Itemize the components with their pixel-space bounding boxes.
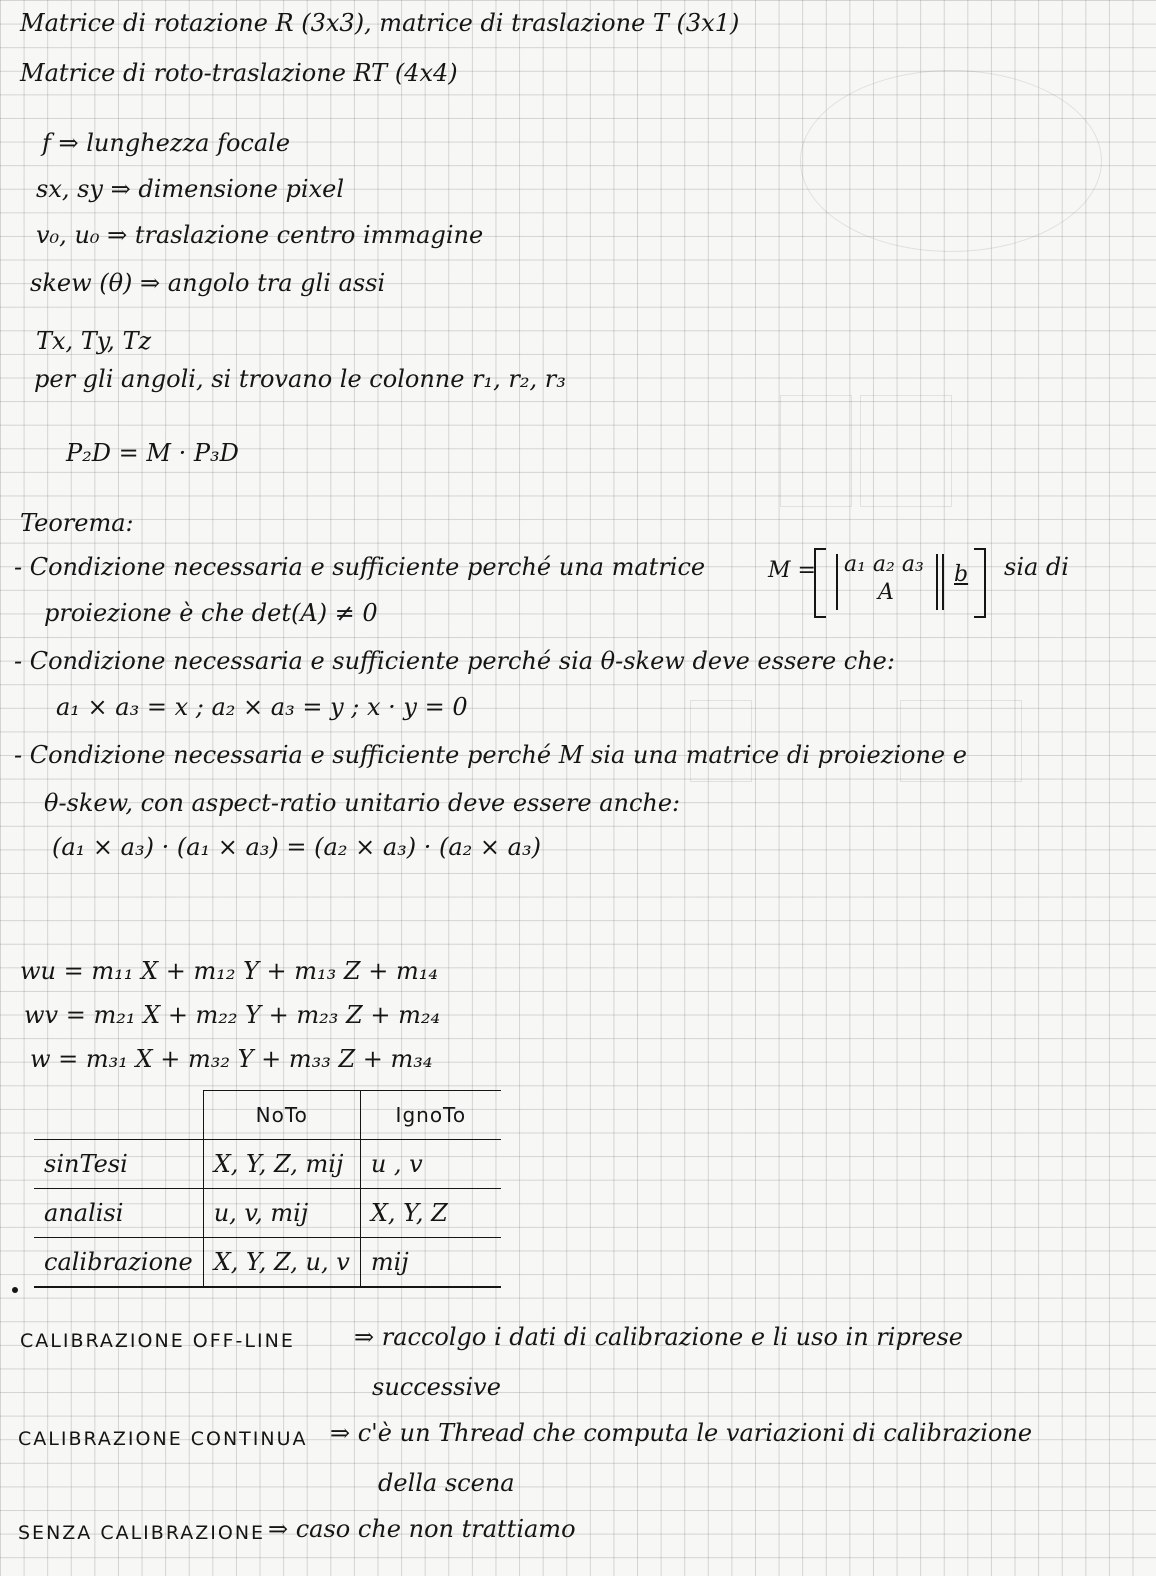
matrix-row-2: A [878,580,894,605]
line-focal-length: f ⇒ lunghezza focale [42,129,291,157]
matrix-right-bracket [974,548,986,618]
table-row [34,1140,501,1189]
equation-w: w = m₃₁ X + m₃₂ Y + m₃₃ Z + m₃₄ [30,1045,433,1073]
table-row [34,1238,501,1288]
theorem-condition-1-tail: sia di [1004,553,1069,581]
table-header-row [34,1091,501,1140]
table-cell: mij [360,1238,501,1288]
ghost-box-2 [860,395,952,507]
calibration-offline-text-2: successive [372,1373,501,1401]
calibration-continua-text: ⇒ c'è un Thread che computa le variazioni di calibrazione [330,1419,1033,1447]
theorem-condition-2: - Condizione necessaria e sufficiente perché sia θ-skew deve essere che: [14,647,895,675]
theorem-condition-2-formula: a₁ × a₃ = x ; a₂ × a₃ = y ; x · y = 0 [56,693,468,721]
line-columns: per gli angoli, si trovano le colonne r₁, r₂, r₃ [34,365,566,393]
line-roto-translation-matrix: Matrice di roto-traslazione RT (4x4) [20,59,458,87]
line-projection-equation: P₂D = M · P₃D [66,439,239,467]
line-rotation-translation-matrix: Matrice di rotazione R (3x3), matrice di traslazione T (3x1) [20,9,740,37]
line-image-center: v₀, u₀ ⇒ traslazione centro immagine [36,221,484,249]
table-cell: u , v [360,1140,501,1189]
matrix-left-bracket [814,548,826,618]
table-row [34,1189,501,1238]
calibration-continua-text-2: della scena [378,1469,515,1497]
table-header-known: NoTo [203,1091,360,1140]
theorem-condition-3-formula: (a₁ × a₃) · (a₁ × a₃) = (a₂ × a₃) · (a₂ × a₃) [52,833,541,861]
table-cell: X, Y, Z, u, v [203,1238,360,1288]
equation-wu: wu = m₁₁ X + m₁₂ Y + m₁₃ Z + m₁₄ [20,957,438,985]
calibration-offline-text: ⇒ raccolgo i dati di calibrazione e li uso in riprese [354,1323,963,1351]
ghost-circle [800,70,1102,252]
calibration-senza-text: ⇒ caso che non trattiamo [268,1515,576,1543]
table-cell: X, Y, Z [360,1189,501,1238]
line-skew: skew (θ) ⇒ angolo tra gli assi [30,269,386,297]
matrix-prefix: M = [768,558,816,583]
table-cell: analisi [34,1189,203,1238]
table-header-empty [34,1091,203,1140]
theorem-condition-1: - Condizione necessaria e sufficiente perché una matrice [14,553,706,581]
calibration-senza-label: SENZA CALIBRAZIONE [18,1522,266,1544]
calibration-continua-label: CALIBRAZIONE CONTINUA [18,1428,308,1450]
ghost-box [780,395,852,507]
matrix-row-1: a₁ a₂ a₃ [844,552,924,577]
table-cell: calibrazione [34,1238,203,1288]
projection-matrix [768,548,996,616]
table-header-unknown: IgnoTo [360,1091,501,1140]
table-cell: X, Y, Z, mij [203,1140,360,1189]
matrix-separator-3 [942,554,944,610]
equation-wv: wv = m₂₁ X + m₂₂ Y + m₂₃ Z + m₂₄ [24,1001,441,1029]
theorem-condition-3-cont: θ-skew, con aspect-ratio unitario deve essere anche: [44,789,681,817]
matrix-separator-2 [936,554,938,610]
table-cell: u, v, mij [203,1189,360,1238]
calibration-table [34,1090,501,1288]
bullet-dot [12,1287,18,1293]
theorem-condition-3: - Condizione necessaria e sufficiente perché M sia una matrice di proiezione e [14,741,967,769]
theorem-heading: Teorema: [20,509,134,537]
matrix-col-4: b [954,562,969,587]
theorem-condition-1-det: proiezione è che det(A) ≠ 0 [44,599,378,627]
calibration-offline-label: CALIBRAZIONE OFF-LINE [20,1330,295,1352]
table-cell: sinTesi [34,1140,203,1189]
matrix-separator [836,554,838,610]
line-translation-components: Tx, Ty, Tz [36,327,152,355]
line-pixel-size: sx, sy ⇒ dimensione pixel [36,175,344,203]
